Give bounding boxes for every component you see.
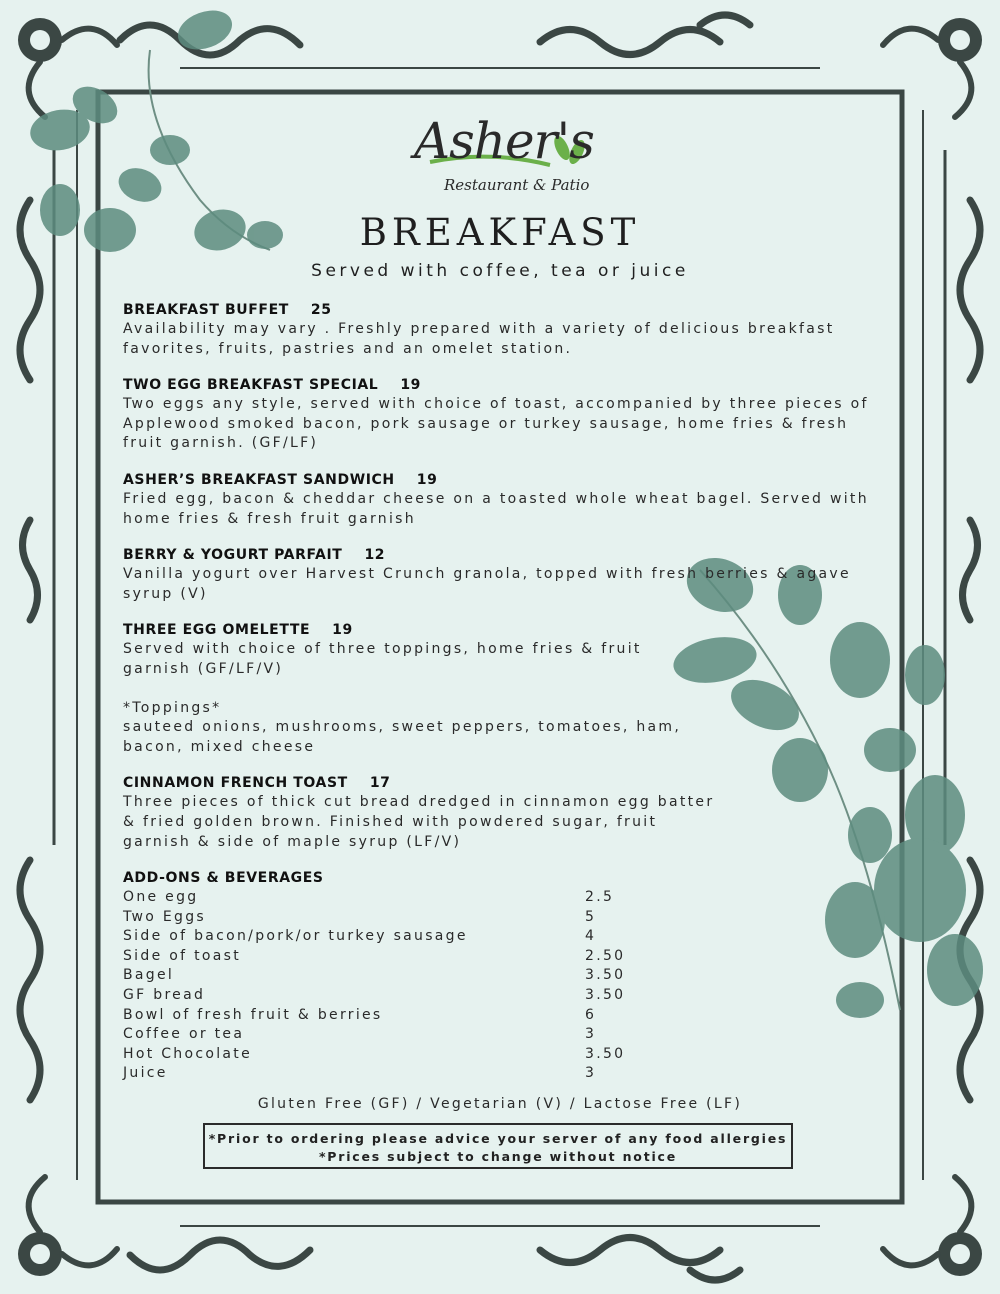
addon-name: Juice [123,1065,168,1082]
addon-name: Bowl of fresh fruit & berries [123,1006,383,1023]
item-price: 19 [400,377,422,394]
addon-row [123,986,883,1006]
restaurant-logo [400,110,600,205]
addon-name: Hot Chocolate [123,1045,252,1062]
item-price: 19 [332,622,353,639]
addon-row [123,1006,883,1026]
notice-line-prices: *Prices subject to change without notice [318,1149,678,1164]
addon-name: Coffee or tea [123,1026,245,1043]
addon-price: 2.50 [585,947,626,964]
addon-price: 3.50 [585,967,626,984]
addons-heading: ADD-ONS & BEVERAGES [123,870,324,887]
toppings-label: *Toppings* [123,699,222,716]
menu-item [123,620,883,757]
addon-name: Bagel [123,967,175,984]
menu-item [123,470,883,529]
addon-price: 2.5 [585,889,615,906]
page-subtitle: Served with coffee, tea or juice [311,261,689,281]
addon-row [123,927,883,947]
menu-item [123,375,883,454]
item-description: Availability may vary . Freshly prepared with a variety of delicious breakfast favorites, fruits, pastries and an omelet station. [123,321,835,357]
allergy-notice-box [203,1123,793,1169]
toppings-list: sauteed onions, mushrooms, sweet peppers, tomatoes, ham, bacon, mixed cheese [123,719,682,755]
item-name: THREE EGG OMELETTE [123,622,311,639]
addon-name: Side of bacon/pork/or turkey sausage [123,928,468,945]
page-title: BREAKFAST [359,211,641,254]
addon-row [123,908,883,928]
menu-list [123,300,883,1084]
item-name: TWO EGG BREAKFAST SPECIAL [123,377,379,394]
item-name: BERRY & YOGURT PARFAIT [123,547,343,564]
item-name: CINNAMON FRENCH TOAST [123,775,348,792]
item-price: 19 [416,471,438,488]
addon-price: 5 [585,908,597,925]
addons-section [123,868,883,1084]
addon-row [123,966,883,986]
addon-row [123,1045,883,1065]
item-description: Three pieces of thick cut bread dredged in cinnamon egg batter & fried golden brown. Finished with powdered sugar, fruit garnish & side of maple syrup (LF/V) [123,794,715,850]
item-description: Vanilla yogurt over Harvest Crunch granola, topped with fresh berries & agave syrup (V) [123,566,851,602]
addon-name: GF bread [123,987,206,1004]
addon-price: 6 [585,1006,597,1023]
dietary-legend: Gluten Free (GF) / Vegetarian (V) / Lactose Free (LF) [257,1096,743,1112]
addon-name: Two Eggs [123,908,207,925]
item-description: Served with choice of three toppings, home fries & fruit garnish (GF/LF/V) [123,641,642,677]
item-price: 17 [369,775,391,792]
item-price: 25 [310,302,332,318]
item-name: BREAKFAST BUFFET [123,302,289,318]
logo-tagline: Restaurant & Patio [444,176,590,194]
item-description: Fried egg, bacon & cheddar cheese on a toasted whole wheat bagel. Served with home fries & fresh fruit garnish [123,490,869,527]
item-description: Two eggs any style, served with choice of toast, accompanied by three pieces of Applewood smoked bacon, pork sausage or turkey sausage, home fries & fresh fruit garnish. (GF/LF) [123,396,869,452]
addon-row [123,888,883,908]
addon-price: 3.50 [585,987,626,1004]
addon-name: One egg [123,889,199,906]
addon-price: 3 [585,1026,597,1043]
addon-price: 4 [585,928,597,945]
item-name: ASHER’S BREAKFAST SANDWICH [123,471,395,488]
addon-row [123,1064,883,1084]
menu-item [123,545,883,604]
addon-price: 3 [585,1065,597,1082]
addon-row [123,947,883,967]
item-price: 12 [364,547,386,564]
addon-row [123,1025,883,1045]
logo-name: Asher's [414,112,594,170]
notice-line-allergies: *Prior to ordering please advice your server of any food allergies [208,1131,788,1146]
menu-item [123,300,883,359]
addon-name: Side of toast [123,947,241,964]
menu-item [123,773,883,852]
addon-price: 3.50 [585,1045,626,1062]
